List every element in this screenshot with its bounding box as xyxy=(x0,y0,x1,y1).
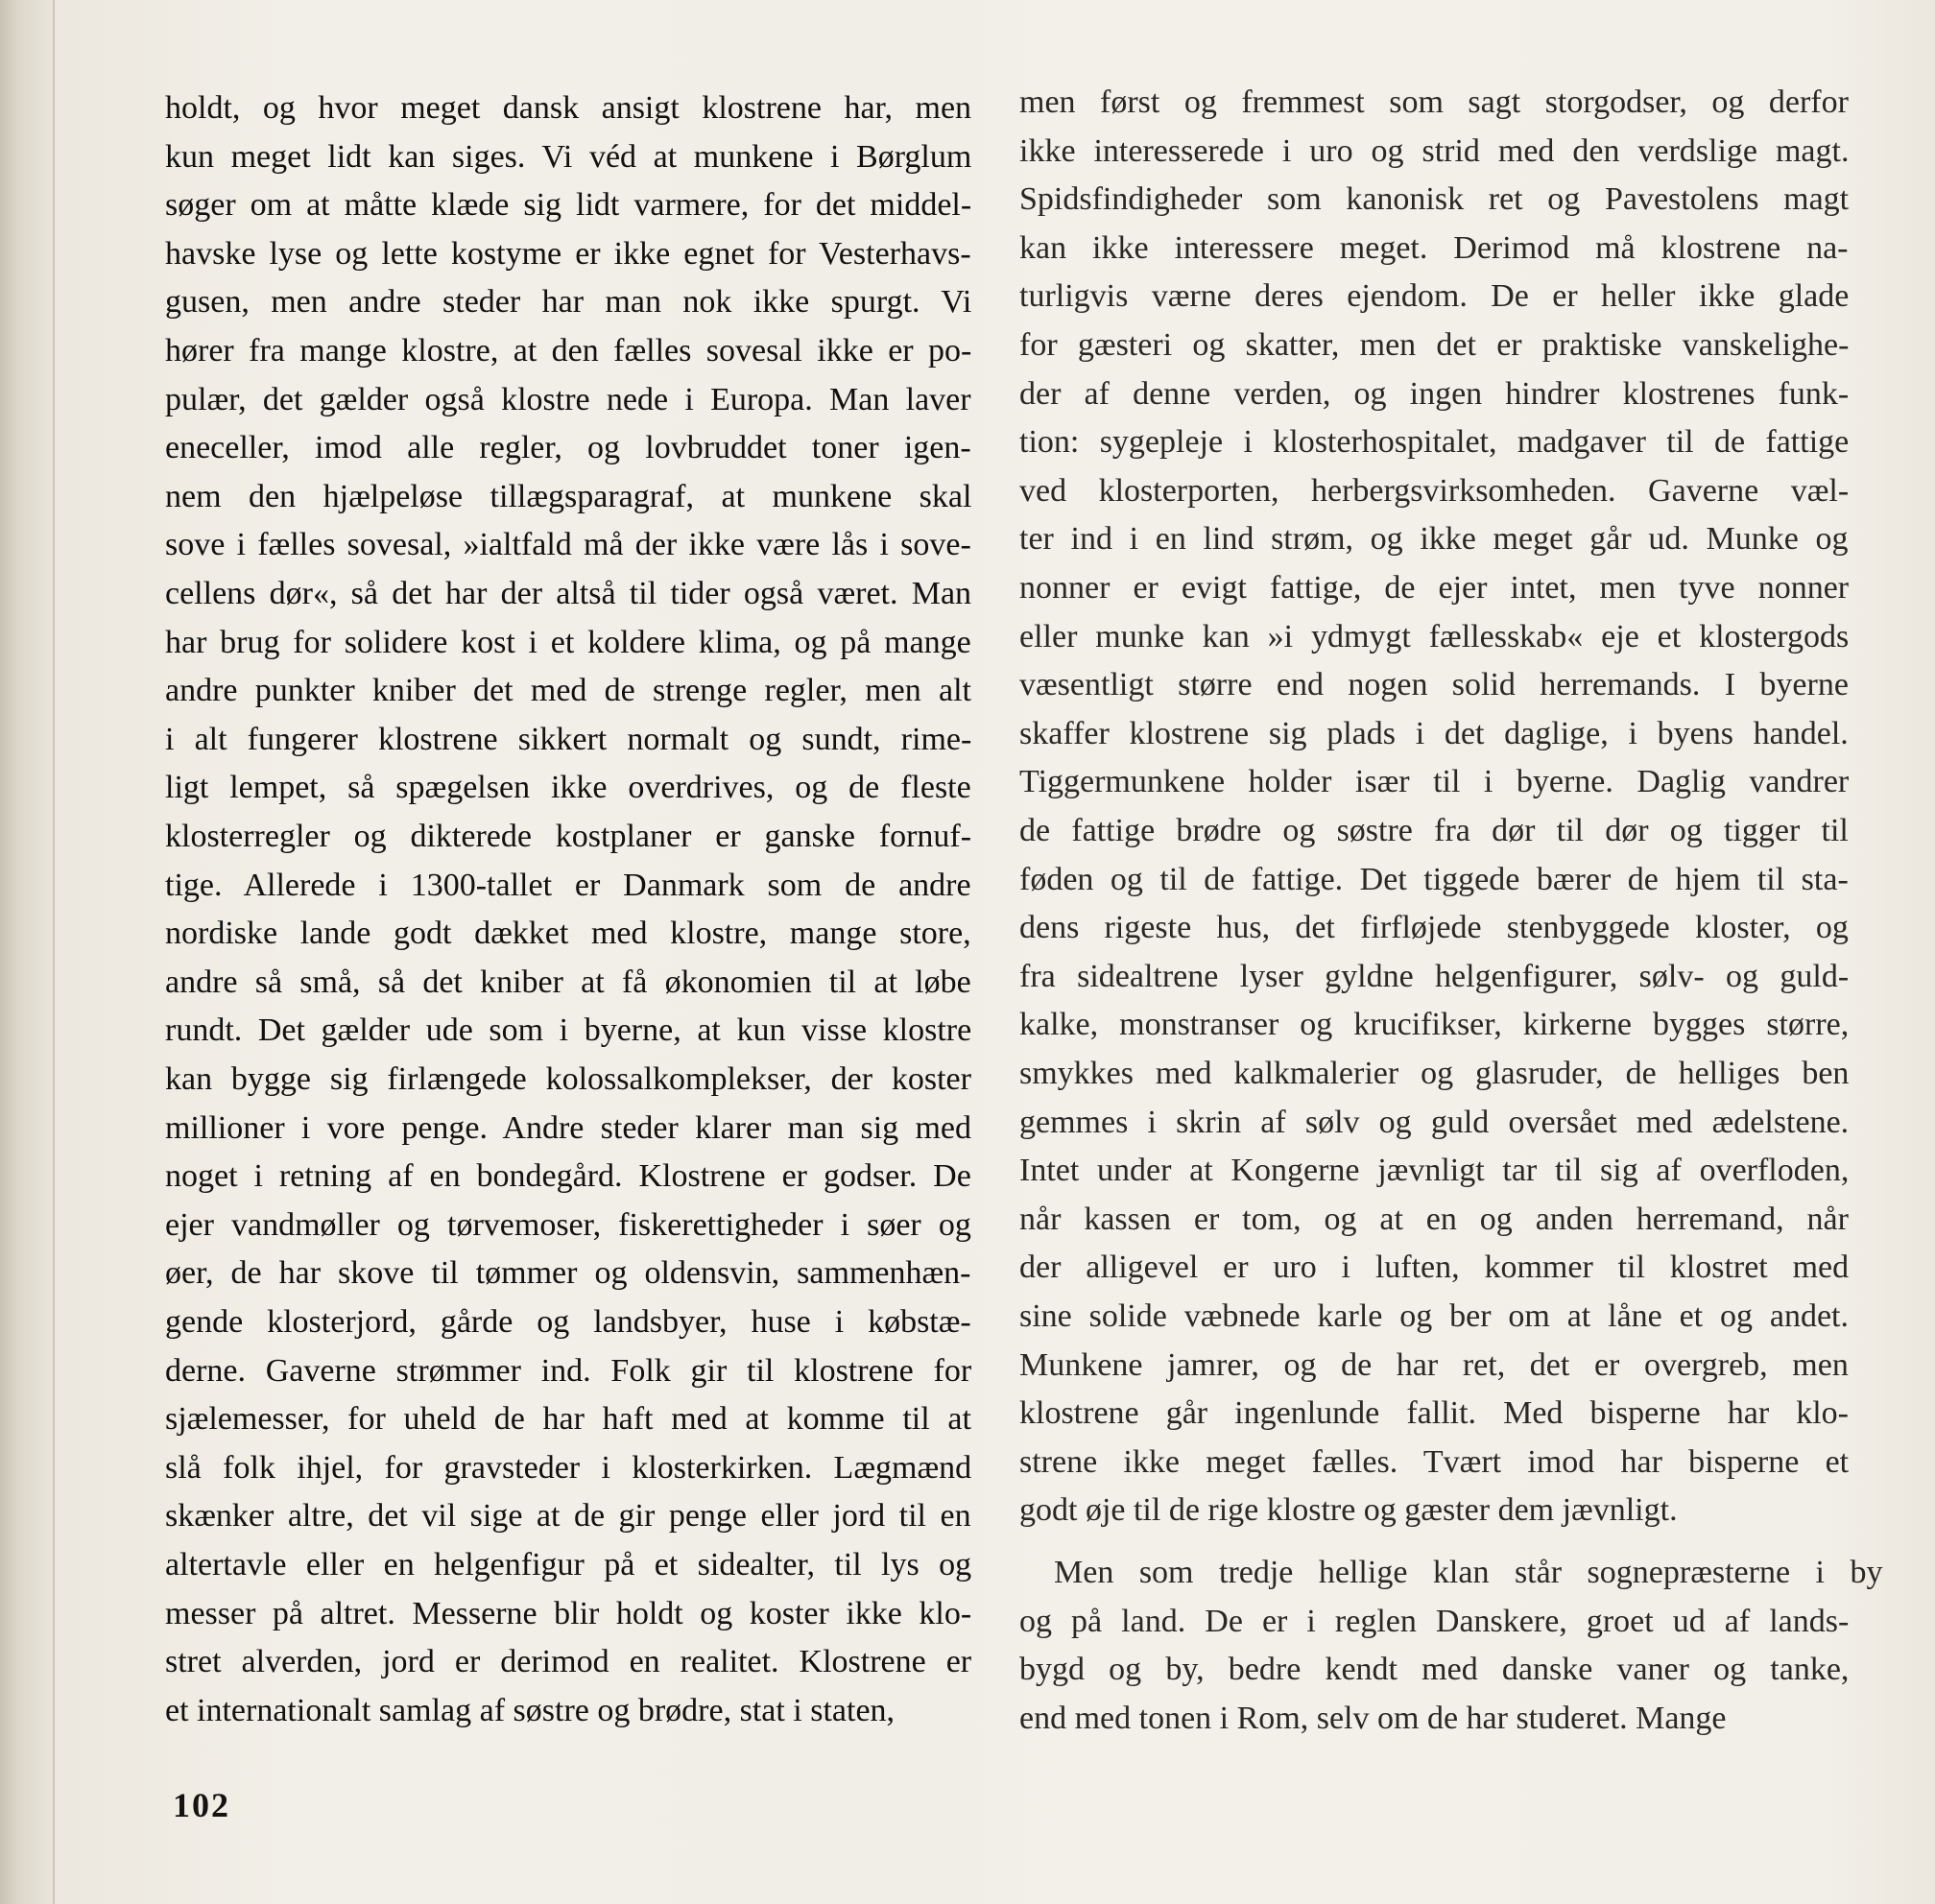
text-line: der alligevel er uro i luften, kommer til klostret med xyxy=(1019,1250,1850,1285)
text-line: millioner i vore penge. Andre steder klarer man sig med xyxy=(165,1110,971,1146)
text-line: eneceller, imod alle regler, og lovbruddet toner igen- xyxy=(165,430,971,465)
text-line: der af denne verden, og ingen hindrer klostrenes funk- xyxy=(1019,376,1850,412)
text-line: sove i fælles sovesal, »ialtfald må der ikke være lås i sove- xyxy=(165,527,971,562)
text-line: nonner er evigt fattige, de ejer intet, men tyve nonner xyxy=(1019,570,1850,606)
text-line: hører fra mange klostre, at den fælles sovesal ikke er po- xyxy=(165,333,972,369)
text-line: godt øje til de rige klostre og gæster dem jævnligt. xyxy=(1019,1492,1678,1528)
text-line: Spidsfindigheder som kanonisk ret og Pavestolens magt xyxy=(1019,181,1850,217)
page-number: 102 xyxy=(173,1786,230,1824)
text-line: stret alverden, jord er derimod en realitet. Klostrene er xyxy=(165,1644,972,1679)
text-line: nem den hjælpeløse tillægsparagraf, at munkene skal xyxy=(165,479,972,514)
text-line: ikke interesserede i uro og strid med den verdslige magt. xyxy=(1019,133,1850,169)
text-line: tion: sygepleje i klosterhospitalet, madgaver til de fattige xyxy=(1019,424,1850,460)
text-line: gende klosterjord, gårde og landsbyer, huse i købstæ- xyxy=(165,1304,971,1340)
text-line: har brug for solidere kost i et koldere klima, og på mange xyxy=(165,625,971,660)
text-line: når kassen er tom, og at en og anden herremand, når xyxy=(1019,1202,1849,1237)
text-line: sjælemesser, for uheld de har haft med at komme til at xyxy=(165,1401,971,1437)
text-line: kan ikke interessere meget. Derimod må klostrene na- xyxy=(1019,230,1849,266)
text-line: øer, de har skove til tømmer og oldensvin, sammenhæn- xyxy=(165,1255,971,1291)
text-line: ejer vandmøller og tørvemoser, fiskerettigheder i søer og xyxy=(165,1207,971,1243)
text-line: altertavle eller en helgenfigur på et sidealter, til lys og xyxy=(165,1547,972,1583)
text-line: smykkes med kalkmalerier og glasruder, de helliges ben xyxy=(1019,1056,1850,1091)
text-line: eller munke kan »i ydmygt fællesskab« eje et klostergods xyxy=(1019,619,1850,654)
text-line: holdt, og hvor meget dansk ansigt klostrene har, men xyxy=(165,90,972,126)
text-line: søger om at måtte klæde sig lidt varmere, for det middel- xyxy=(165,187,972,223)
text-line: kan bygge sig firlængede kolossalkomplekser, der koster xyxy=(165,1061,971,1097)
text-line: gusen, men andre steder har man nok ikke spurgt. Vi xyxy=(165,284,972,320)
text-line: ved klosterporten, herbergsvirksomheden. Gaverne væl- xyxy=(1019,473,1850,509)
text-line: for gæsteri og skatter, men det er praktiske vanskelighe- xyxy=(1019,327,1850,363)
text-line: nordiske lande godt dækket med klostre, mange store, xyxy=(165,916,971,951)
text-line: turligvis værne deres ejendom. De er heller ikke glade xyxy=(1019,278,1850,314)
text-line: et internationalt samlag af søstre og brødre, stat i staten, xyxy=(165,1693,896,1728)
text-line: skaffer klostrene sig plads i det daglige, i byens handel. xyxy=(1019,716,1849,751)
text-line: derne. Gaverne strømmer ind. Folk gir til klostrene for xyxy=(165,1353,972,1389)
text-line: dens rigeste hus, det firfløjede stenbyggede kloster, og xyxy=(1019,910,1849,945)
text-line: Men som tredje hellige klan står sognepræsterne i by xyxy=(1054,1555,1883,1590)
text-line: end med tonen i Rom, selv om de har studeret. Mange xyxy=(1019,1701,1727,1736)
text-line: slå folk ihjel, for gravsteder i klosterkirken. Lægmænd xyxy=(165,1450,972,1486)
text-line: i alt fungerer klostrene sikkert normalt og sundt, rime- xyxy=(165,722,972,757)
text-line: de fattige brødre og søstre fra dør til dør og tigger til xyxy=(1019,813,1849,848)
text-line: men først og fremmest som sagt storgodser, og derfor xyxy=(1019,84,1849,120)
text-line: rundt. Det gælder ude som i byerne, at kun visse klostre xyxy=(165,1012,972,1048)
text-line: klosterregler og dikterede kostplaner er ganske fornuf- xyxy=(165,819,972,854)
text-line: kalke, monstranser og krucifikser, kirkerne bygges større, xyxy=(1019,1007,1850,1042)
text-line: strene ikke meget fælles. Tvært imod har bisperne et xyxy=(1019,1444,1850,1480)
book-spine-shadow xyxy=(53,0,55,1904)
text-line: fra sidealtrene lyser gyldne helgenfigurer, sølv- og guld- xyxy=(1019,959,1850,994)
text-line: kun meget lidt kan siges. Vi véd at munkene i Børglum xyxy=(165,139,972,175)
text-line: klostrene går ingenlunde fallit. Med bisperne har klo- xyxy=(1019,1395,1849,1431)
text-line: Munkene jamrer, og de har ret, det er overgreb, men xyxy=(1019,1347,1849,1383)
text-line: ter ind i en lind strøm, og ikke meget går ud. Munke og xyxy=(1019,521,1849,557)
text-line: gemmes i skrin af sølv og guld oversået med ædelstene. xyxy=(1019,1105,1850,1140)
text-line: bygd og by, bedre kendt med danske vaner og tanke, xyxy=(1019,1652,1850,1687)
text-line: ligt lempet, så spægelsen ikke overdrives, og de fleste xyxy=(165,770,971,805)
text-line: Tiggermunkene holder især til i byerne. Daglig vandrer xyxy=(1019,764,1850,799)
text-line: havske lyse og lette kostyme er ikke egnet for Vesterhavs- xyxy=(165,236,971,272)
text-line: cellens dør«, så det har der altså til tider også været. Man xyxy=(165,576,972,611)
text-line: andre så små, så det kniber at få økonomien til at løbe xyxy=(165,964,971,1000)
text-line: føden og til de fattige. Det tiggede bærer de hjem til sta- xyxy=(1019,862,1849,897)
text-line: pulær, det gælder også klostre nede i Europa. Man laver xyxy=(165,382,971,417)
text-line: sine solide væbnede karle og ber om at låne et og andet. xyxy=(1019,1298,1849,1334)
text-line: messer på altret. Messerne blir holdt og koster ikke klo- xyxy=(165,1596,972,1631)
text-line: Intet under at Kongerne jævnligt tar til sig af overfloden, xyxy=(1019,1153,1850,1188)
text-line: skænker altre, det vil sige at de gir penge eller jord til en xyxy=(165,1498,971,1534)
text-line: tige. Allerede i 1300-tallet er Danmark som de andre xyxy=(165,868,971,903)
text-line: væsentligt større end nogen solid herremands. I byerne xyxy=(1019,667,1849,702)
text-line: og på land. De er i reglen Danskere, groet ud af lands- xyxy=(1019,1604,1850,1639)
text-line: andre punkter kniber det med de strenge regler, men alt xyxy=(165,673,972,708)
text-line: noget i retning af en bondegård. Klostrene er godser. De xyxy=(165,1158,971,1194)
